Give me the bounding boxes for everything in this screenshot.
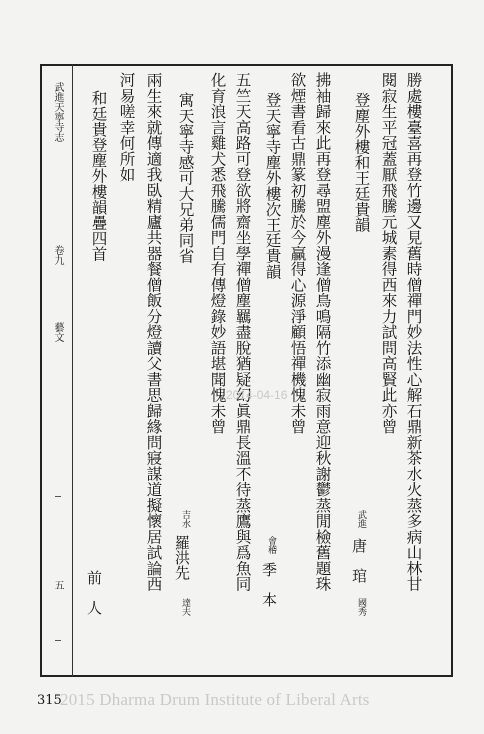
poem-line: 化育浪言雞犬悉飛騰儒門自有傳燈錄妙語堪聞愧未曾 [208,72,227,435]
margin-volume: 卷九 [52,245,63,265]
author-style-name: 國秀 [356,598,366,616]
poem-line: 五竺天高路可登欲將齋坐學禪僧塵羈盡脫猶疑幻眞鼎長溫不待蒸鷹與爲魚同 [233,72,252,592]
author-name: 季 本 [260,562,278,607]
author-name: 羅洪先 [173,535,191,580]
margin-divider [72,64,73,677]
author-style-name: 達夫 [180,598,190,616]
date-stamp: 2014-04-16 [226,388,288,402]
margin-dash [55,496,61,497]
poem-line: 勝處樓臺喜再登竹邊又見舊時僧禪門妙法性心解石鼎新茶水火蒸多病山林甘 [404,72,423,592]
author-name: 唐 琯 [350,538,368,583]
author-place: 會稽 [266,536,276,554]
margin-dash [55,640,61,641]
margin-leaf-number: 五 [52,580,63,590]
margin-section: 藝文 [52,322,63,342]
poem-line: 兩生來就傳適我臥精廬共器餐僧飯分燈讀父書思歸緣問寢謀道擬懷居試論西 [144,72,163,592]
poem-line: 河易嗟幸何所如 [117,72,136,183]
author-place: 吉水 [180,510,190,528]
poem-title: 登天寧寺塵外樓次王廷貴韻 [263,92,282,280]
poem-title: 和廷貴登塵外樓韻疊四首 [89,90,108,262]
margin-book-title: 武進天寧寺志 [52,82,63,142]
page-number: 315 [37,693,62,708]
poem-line: 欲煙書看古鼎篆初騰於今贏得心源淨顧悟禪機愧未曾 [288,72,307,435]
author-place: 武進 [356,510,366,528]
poem-title: 寓天寧寺感可大兄弟同省 [176,92,195,264]
poem-line: 拂袖歸來此再登尋盟塵外漫逢僧鳥鳴隔竹添幽寂雨意迎秋謝鬱蒸閒檢舊題珠 [313,72,332,592]
poem-title: 登塵外樓和王廷貴韻 [352,92,371,233]
author-name: 前 人 [85,570,103,615]
poem-line: 閱寂生平冠蓋厭飛騰元城素得西來力試問高賢此亦曾 [379,72,398,435]
watermark: 2015 Dharma Drum Institute of Liberal Arts [60,690,370,709]
